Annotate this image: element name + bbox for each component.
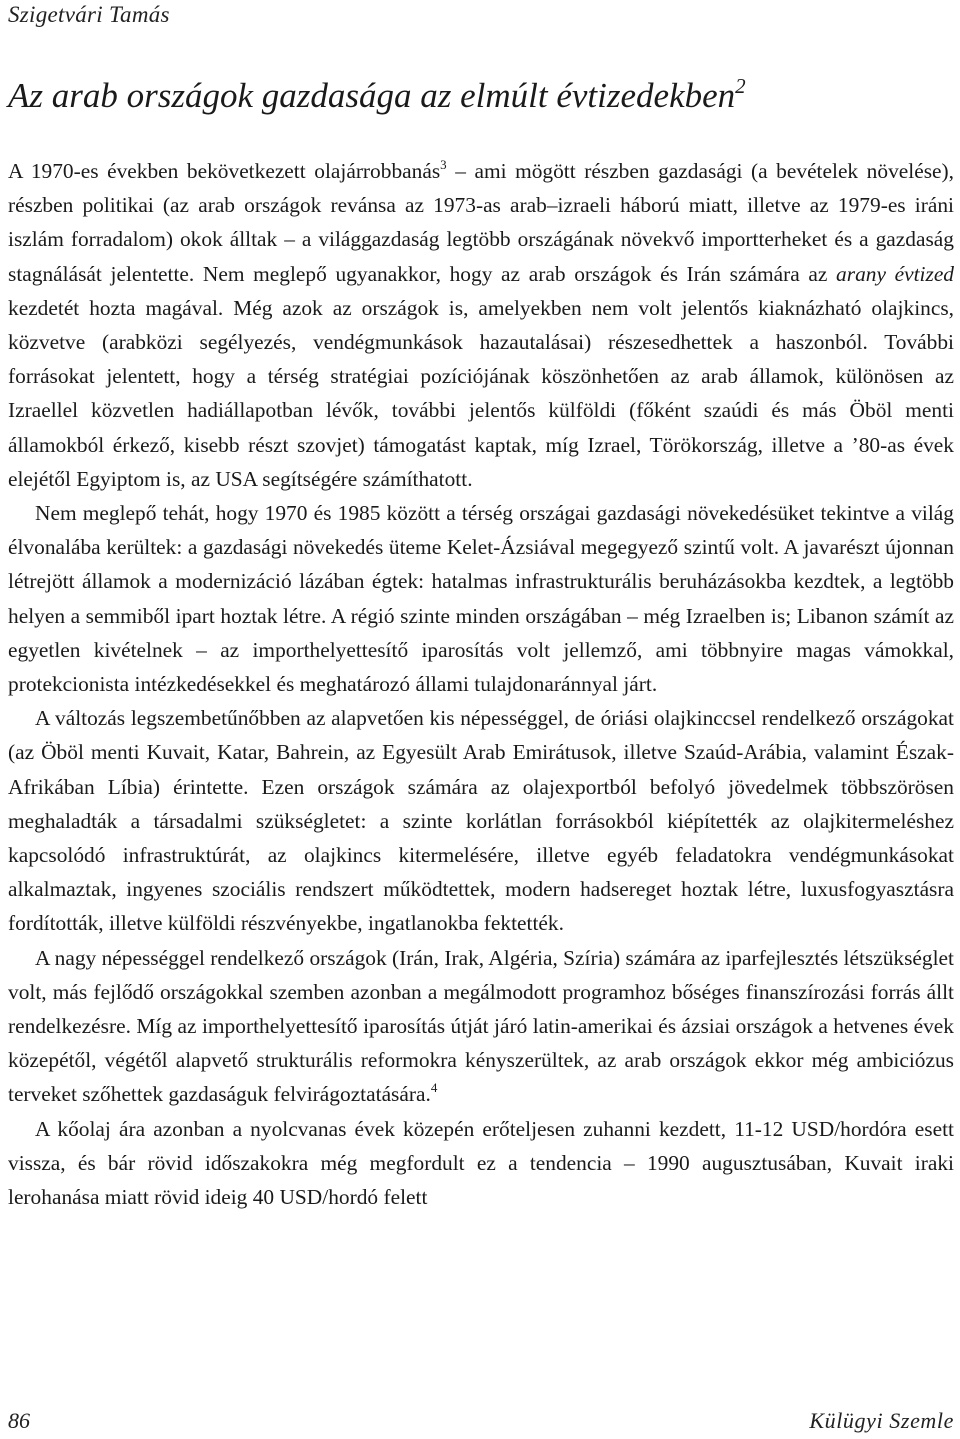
title-footnote-marker[interactable]: 2: [735, 74, 746, 98]
footnote-marker-3[interactable]: 3: [440, 157, 447, 172]
running-header-author: Szigetvári Tamás: [8, 2, 170, 27]
paragraph-4-text: A nagy népességgel rendelkező országok (Irán, Irak, Algéria, Szíria) számára az iparfejlesztés létszükséglet volt, más fejlődő országokkal szemben azonban a megálmodott programhoz bőséges finanszírozási forrás állt rendelkezésre. Míg az importhelyettesítő iparosítás útját járó latin-amerikai és ázsiai országok a hetvenes évek közepétől, végétől alapvető strukturális reformokra kényszerültek, az arab országok ekkor még ambiciózus terveket szőhettek gazdaságuk felvirágoztatására.: [8, 945, 954, 1107]
paragraph-1-text-a: A 1970-es években bekövetkezett olajárrobbanás: [8, 159, 441, 183]
article-title: [8, 74, 948, 118]
paragraph-3: A változás legszembetűnőbben az alapvetően kis népességgel, de óriási olajkinccsel rendelkező országokat (az Öböl menti Kuvait, Katar, Bahrein, az Egyesült Arab Emirátusok, illetve Szaúd-Arábia, valamint Észak-Afrikában Líbia) érintette. Ezen országok számára az olajexportból befolyó jövedelmek többszörösen meghaladták a társadalmi szükségletet: a szinte korlátlan forrásokból kiépítették az olajkitermeléshez kapcsolódó infrastruktúrát, az olajkincs kitermelésére, illetve egyéb feladatokra vendégmunkásokat alkalmaztak, ingyenes szociális rendszert működtettek, modern hadsereget hoztak létre, luxusfogyasztásra fordították, illetve külföldi részvényekbe, ingatlanokba fektették.: [8, 706, 954, 936]
paragraph-1-text-b: – ami mögött részben gazdasági (a bevételek növelése), részben politikai (az arab országok revánsa az 1973-as arab–izraeli háború miatt, illetve az 1979-es iráni iszlám forradalom) okok álltak – a világgazdaság legtöbb országának növekvő importterheket és a gazdaság stagnálását jelentette. Nem meglepő ugyanakkor, hogy az arab országok és Irán számára az: [8, 159, 954, 286]
emphasis-arany-evtized: arany évtized: [836, 261, 955, 286]
journal-name: Külügyi Szemle: [809, 1408, 954, 1433]
paragraph-5: A kőolaj ára azonban a nyolcvanas évek közepén erőteljesen zuhanni kezdett, 11-12 USD/hordóra esett vissza, és bár rövid időszakokra még megfordult ez a tendencia – 1990 augusztusában, Kuvait iraki lerohanása miatt rövid ideig 40 USD/hordó felett: [8, 1116, 954, 1210]
paragraph-2: Nem meglepő tehát, hogy 1970 és 1985 között a térség országai gazdasági növekedésüket tekintve a világ élvonalába kerültek: a gazdasági növekedés üteme Kelet-Ázsiával megegyező szintű volt. A javarészt újonnan létrejött államok a modernizáció lázában égtek: hatalmas infrastrukturális beruházásokba kezdtek, a legtöbb helyen a semmiből ipart hoztak létre. A régió szinte minden országában – még Izraelben is; Libanon számít az egyetlen kivételnek – az importhelyettesítő iparosítás volt jellemző, ami többnyire magas vámokkal, protekcionista intézkedésekkel és meghatározó állami tulajdonaránnyal járt.: [8, 501, 954, 697]
article-title-text: Az arab országok gazdasága az elmúlt évtizedekben: [8, 76, 736, 115]
page-number: 86: [8, 1408, 30, 1433]
paragraph-4: [8, 941, 954, 1112]
paragraph-1-text-c: kezdetét hozta magával. Még azok az országok is, amelyekben nem volt jelentős kiaknázható olajkincs, közvetve (arabközi segélyezés, vendégmunkások hazautalásai) részesedhettek a haszonból. További forrásokat jelentett, hogy a térség stratégiai pozíciójának köszönhetően az arab államok, különösen az Izraellel közvetlen hadiállapotban lévők, további jelentős külföldi (főként szaúdi és más Öböl menti államokból érkező, kisebb részt szovjet) támogatást kaptak, míg Izrael, Törökország, illetve a ’80-as évek elejétől Egyiptom is, az USA segítségére számíthatott.: [8, 295, 954, 491]
footnote-marker-4[interactable]: 4: [430, 1080, 438, 1096]
paragraph-1: [8, 154, 954, 496]
article-body: [8, 154, 954, 1214]
